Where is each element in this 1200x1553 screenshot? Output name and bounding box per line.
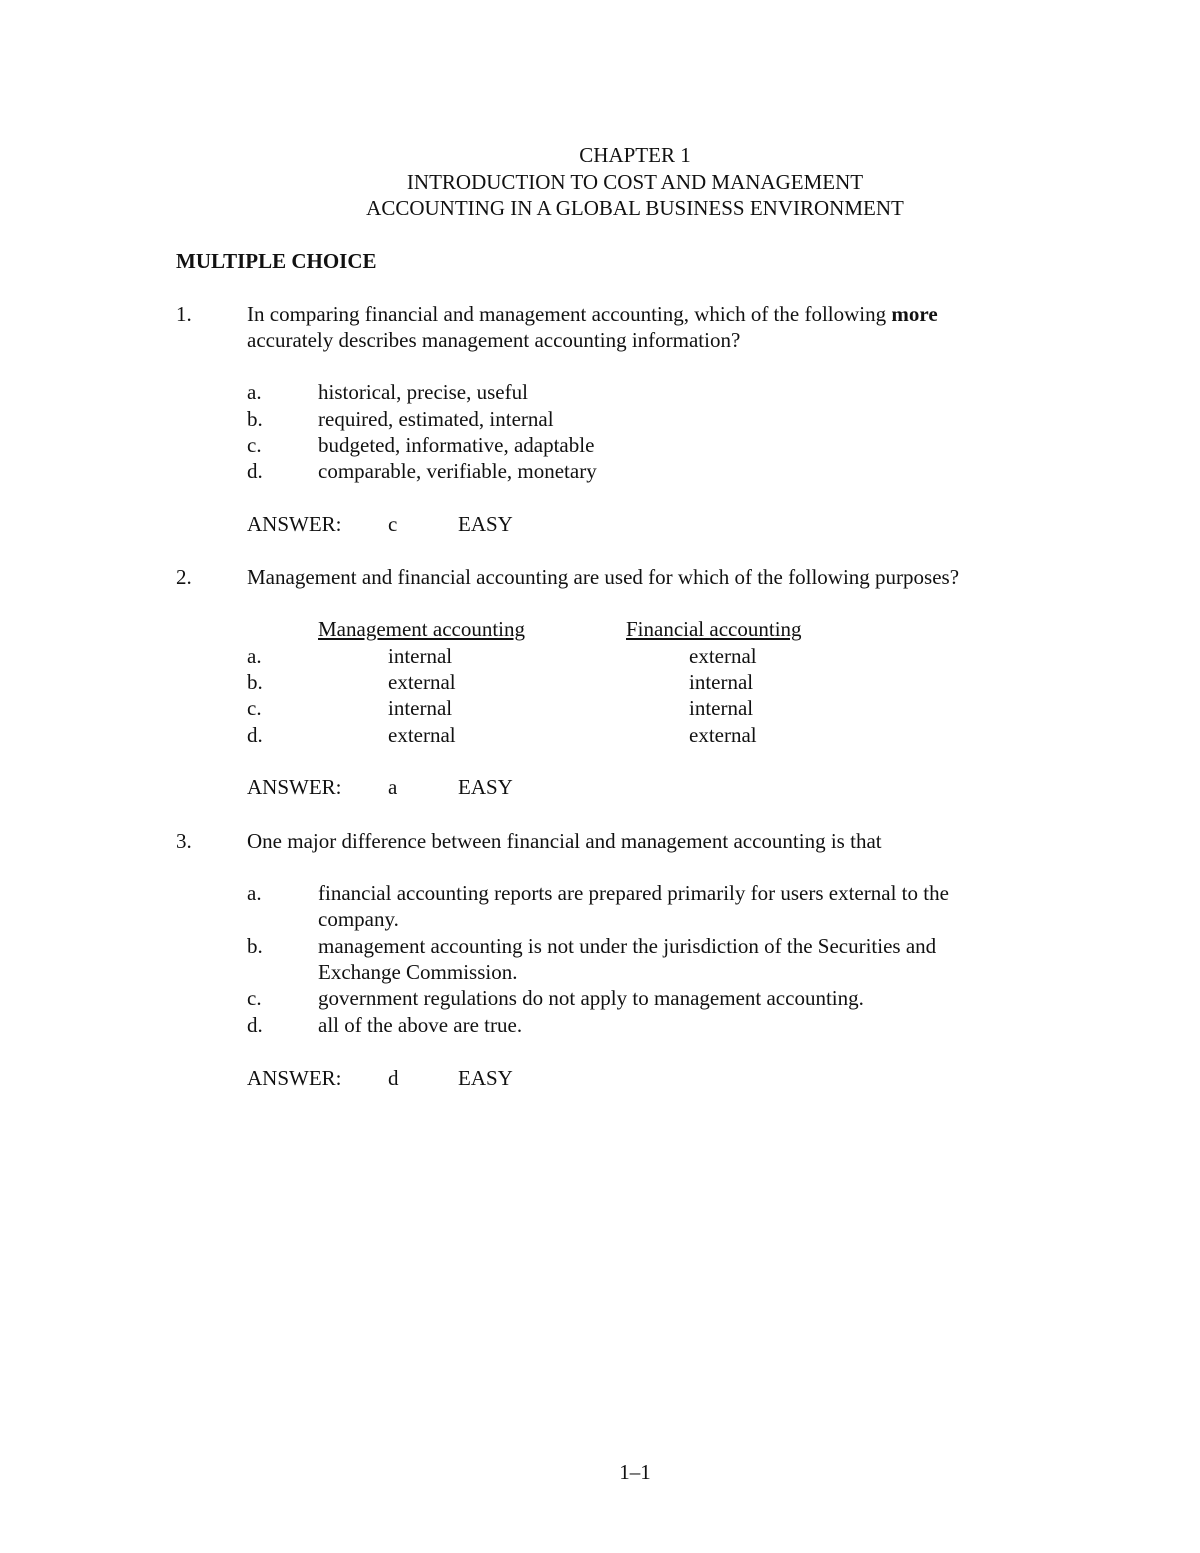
page-number: 1–1 — [619, 1460, 651, 1484]
q3-answer-key: d — [388, 1066, 399, 1090]
q3-option-text-line-2: Exchange Commission. — [318, 960, 518, 984]
q1-option-text: required, estimated, internal — [318, 407, 554, 431]
q3-option-letter: c. — [247, 986, 262, 1010]
question-1-emphasis: more — [891, 302, 938, 326]
q2-option-management: internal — [388, 644, 453, 668]
q1-answer-label: ANSWER: — [247, 512, 342, 536]
q2-difficulty: EASY — [458, 775, 513, 799]
question-1-text-a: In comparing financial and management accounting, which of the following — [247, 302, 887, 326]
chapter-title-line-2: ACCOUNTING IN A GLOBAL BUSINESS ENVIRONMENT — [366, 196, 904, 220]
q2-option-letter: d. — [247, 723, 263, 747]
section-title: MULTIPLE CHOICE — [176, 249, 377, 273]
q1-option-text: budgeted, informative, adaptable — [318, 433, 595, 457]
q2-option-letter: c. — [247, 696, 262, 720]
q2-option-management: external — [388, 670, 456, 694]
q3-option-text-line-2: company. — [318, 907, 399, 931]
q3-difficulty: EASY — [458, 1066, 513, 1090]
q2-answer-key: a — [388, 775, 398, 799]
q2-answer-label: ANSWER: — [247, 775, 342, 799]
q3-option-letter: b. — [247, 934, 263, 958]
question-3-number: 3. — [176, 829, 192, 853]
question-1-number: 1. — [176, 302, 192, 326]
question-2-text: Management and financial accounting are used for which of the following purposes? — [247, 565, 960, 589]
q1-option-letter: c. — [247, 433, 262, 457]
question-1-text-line-1 — [247, 301, 938, 327]
q3-answer-label: ANSWER: — [247, 1066, 342, 1090]
q2-option-management: internal — [388, 696, 453, 720]
q3-option-letter: a. — [247, 881, 262, 905]
q3-option-text-line-1: management accounting is not under the jurisdiction of the Securities and — [318, 934, 937, 958]
q2-option-letter: a. — [247, 644, 262, 668]
q3-option-text-line-1: government regulations do not apply to management accounting. — [318, 986, 864, 1010]
q2-column-header-financial: Financial accounting — [626, 617, 802, 641]
q3-option-text-line-1: all of the above are true. — [318, 1013, 523, 1037]
q1-answer-key: c — [388, 512, 398, 536]
q1-option-text: historical, precise, useful — [318, 380, 528, 404]
q1-difficulty: EASY — [458, 512, 513, 536]
q2-option-financial: internal — [689, 696, 754, 720]
q2-option-letter: b. — [247, 670, 263, 694]
question-3-text: One major difference between financial and management accounting is that — [247, 829, 882, 853]
q1-option-letter: d. — [247, 459, 263, 483]
q2-option-financial: internal — [689, 670, 754, 694]
q1-option-letter: a. — [247, 380, 262, 404]
chapter-number: CHAPTER 1 — [579, 143, 691, 167]
q2-column-header-management: Management accounting — [318, 617, 526, 641]
q2-option-financial: external — [689, 723, 757, 747]
q1-option-letter: b. — [247, 407, 263, 431]
chapter-title-line-1: INTRODUCTION TO COST AND MANAGEMENT — [406, 170, 864, 194]
q3-option-letter: d. — [247, 1013, 263, 1037]
q2-option-management: external — [388, 723, 456, 747]
question-2-number: 2. — [176, 565, 192, 589]
q3-option-text-line-1: financial accounting reports are prepared primarily for users external to the — [318, 881, 949, 905]
q1-option-text: comparable, verifiable, monetary — [318, 459, 597, 483]
question-1-text-line-2: accurately describes management accounting information? — [247, 328, 741, 352]
q2-option-financial: external — [689, 644, 757, 668]
